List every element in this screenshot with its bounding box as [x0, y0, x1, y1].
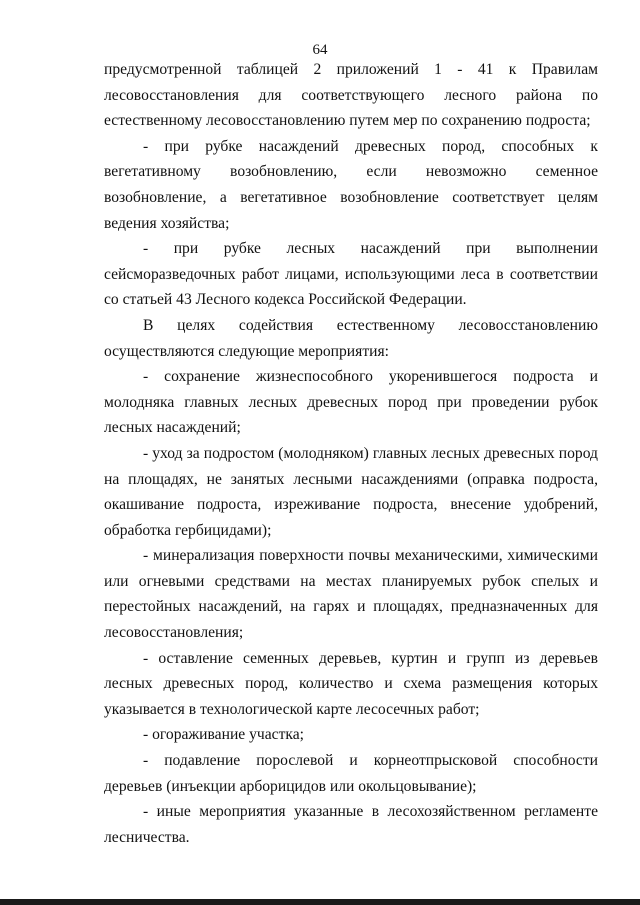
list-item-other-measures: - иные мероприятия указанные в лесохозяйственном регламенте лесничества. — [104, 803, 598, 846]
paragraph-measures-intro: В целях содействия естественному лесовосстановлению осуществляются следующие мероприятия: — [104, 316, 598, 360]
list-item-seed-trees: - оставление семенных деревьев, куртин и групп из деревьев лесных древесных пород, количество и схема размещения которых указывается в технологической карте лесосечных работ; — [104, 649, 598, 718]
list-item-suppress-coppice: - подавление порослевой и корнеотпрысковой способности деревьев (инъекции арборицидов или окольцовывание); — [104, 752, 598, 795]
list-item-care-undergrowth: - уход за подростом (молодняком) главных лесных древесных пород на площадях, не занятых лесными насаждениями (оправка подроста, окашивание подроста, изреживание подроста, внесение удобрений, обработка гербицидами); — [104, 444, 598, 539]
paragraph-seismic-works: - при рубке лесных насаждений при выполнении сейсморазведочных работ лицами, использующими леса в соответствии со статьей 43 Лесного кодекса Российской Федерации. — [104, 240, 598, 309]
page-number: 64 — [312, 42, 328, 58]
document-body — [104, 57, 598, 850]
list-item-soil-mineralization: - минерализация поверхности почвы механическими, химическими или огневыми средствами на местах планируемых рубок спелых и перестойных насаждений, на гарях и площадях, предназначенных для лесовосстановления; — [104, 547, 598, 642]
list-item-fencing: - огораживание участка; — [143, 726, 305, 744]
list-item-preserve-undergrowth: - сохранение жизнеспособного укоренившегося подроста и молодняка главных лесных древесных пород при проведении рубок лесных насаждений; — [104, 368, 598, 437]
paragraph-continuation: предусмотренной таблицей 2 приложений 1 - 41 к Правилам лесовосстановления для соответствующего лесного района по естественному лесовосстановлению путем мер по сохранению подроста; — [104, 61, 598, 130]
paragraph-vegetative-renewal: - при рубке насаждений древесных пород, способных к вегетативному возобновлению, если невозможно семенное возобновление, а вегетативное возобновление соответствует целям ведения хозяйства; — [104, 137, 598, 232]
page-bottom-edge — [0, 899, 640, 905]
